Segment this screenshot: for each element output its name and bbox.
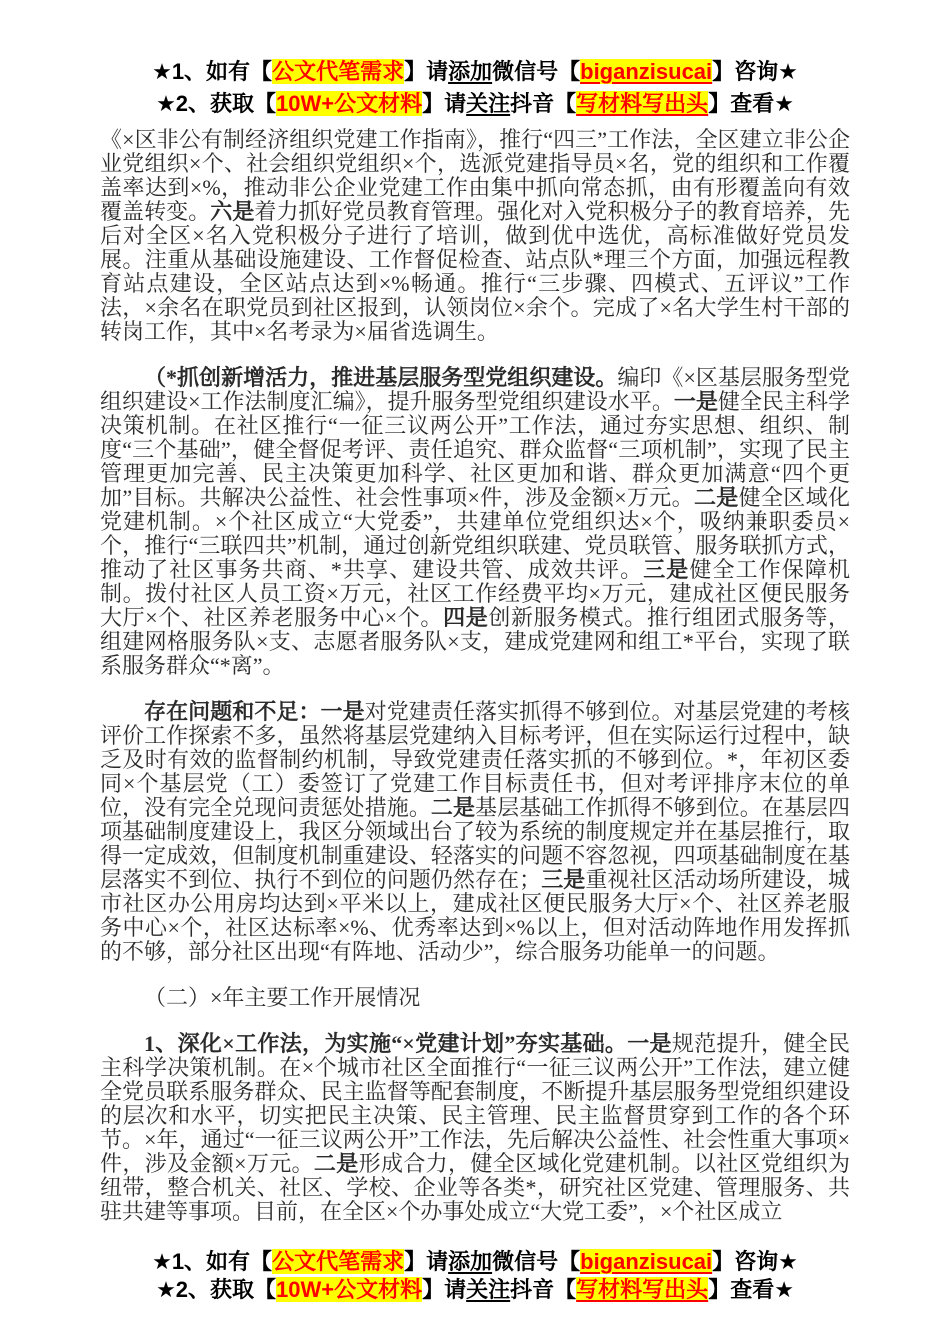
banner-line-2 <box>0 88 950 120</box>
text-run: 编印《×区基层服务型党组织建设×工作法制度汇编》，提升服务型党组织建设水平。 <box>100 365 850 414</box>
text-run: 对党建责任落实抓得不够到位。对基层党建的考核评价工作探索不多，虽然将基层党建纳入目标考评，但在实际运行过程中，缺乏及时有效的监督制约机制，导致党建责任落实抓的不够到位。*，年初区委同×个基层党（工）委签订了党建工作目标责任书，但对考评排序末位的单位，没有完全兑现问责惩处措施。 <box>100 699 850 820</box>
text-run: 重视社区活动场所建设，城市社区办公用房均达到×平米以上，建成社区便民服务大厅×个、社区养老服务中心×个，社区达标率×%、优秀率达到×%以上，但对活动阵地作用发挥抓的不够，部分社区出现“有阵地、活动少”，综合服务功能单一的问题。 <box>100 867 850 964</box>
banner-line-1 <box>0 56 950 88</box>
banner-text: ★1、如有【 <box>152 1249 273 1274</box>
text-run: 健全区域化党建机制。×个社区成立“大党委”，共建单位党组织达×个，吸纳兼职委员×个，推行“三联四共”机制，通过创新党组织联建、党员联管、服务联抓方式，推动了社区事务共商、*共享、建设共管、成效共评。 <box>100 485 850 582</box>
paragraph <box>100 1032 850 1224</box>
text-run: 形成合力，健全区域化党建机制。以社区党组织为纽带，整合机关、社区、学校、企业等各类*，研究社区党建、管理服务、共驻共建等事项。目前，在全区×个办事处成立“大党工委”，×个社区成立 <box>100 1151 850 1224</box>
banner-line-2 <box>0 1276 950 1304</box>
action-add-underline: 添加 <box>448 1249 493 1274</box>
paragraph <box>100 700 850 964</box>
text-run: 规范提升，健全民主科学决策机制。在×个城市社区全面推行“一征三议两公开”工作法，建立健全党员联系服务群众、民主监督等配套制度，不断提升基层服务型党组织建设的层次和水平，切实把民主决策、民主管理、民主监督贯穿到工作的各个环节。×年，通过“一征三议两公开”工作法，先后解决公益性、社会性重大事项×件，涉及金额×万元。 <box>100 1031 850 1176</box>
text-run: 基层基础工作抓得不够到位。在基层四项基础制度建设上，我区分领域出台了较为系统的制度规定并在基层推行，取得一定成效，但制度机制重建设、轻落实的问题不容忽视，四项基础制度在基层落实不到位、执行不到位的问题仍然存在； <box>100 795 850 892</box>
text-run: 《×区非公有制经济组织党建工作指南》，推行“四三”工作法，全区建立非公企业党组织×个、社会组织党组织×个，选派党建指导员×名，党的组织和工作覆盖率达到×%，推动非公企业党建工作由集中抓向常态抓，由有形覆盖向有效覆盖转变。 <box>100 127 850 224</box>
section-heading <box>100 986 850 1010</box>
emphasis-run: 存在问题和不足：一是 <box>144 699 365 724</box>
action-follow-underline: 关注 <box>466 1277 511 1302</box>
emphasis-run: 三是 <box>643 557 690 582</box>
banner-text: 】咨询★ <box>712 1249 798 1274</box>
emphasis-run: 二是 <box>430 795 476 820</box>
promo-banner-top <box>0 0 950 120</box>
action-follow-underline: 关注 <box>466 91 511 116</box>
action-add-underline: 添加 <box>448 59 493 84</box>
wechat-id: biganzisucai <box>580 1249 713 1274</box>
emphasis-run: 四是 <box>443 605 489 630</box>
douyin-account: 写材料写出头 <box>576 91 709 116</box>
banner-line-1 <box>0 1248 950 1276</box>
materials-term-highlight: 10W+公文材料 <box>276 1277 423 1302</box>
text-run: 着力抓好党员教育管理。强化对入党积极分子的教育培养，先后对全区×名入党积极分子进行了培训，做到优中选优，高标准做好党员发展。注重从基础设施建设、工作督促检查、站点队*理三个方面，加强远程教育站点建设，全区站点达到×%畅通。推行“三步骤、四模式、五评议”工作法，×余名在职党员到社区报到，认领岗位×余个。完成了×名大学生村干部的转岗工作，其中×名考录为×届省选调生。 <box>100 199 850 344</box>
emphasis-run: 1、深化×工作法，为实施“×党建计划”夯实基础。一是 <box>144 1031 672 1056</box>
banner-text: 微信号【 <box>492 1249 581 1274</box>
emphasis-run: （*抓创新增活力，推进基层服务型党组织建设。 <box>144 365 618 390</box>
banner-text: 抖音【 <box>510 1277 577 1302</box>
banner-text: 】请 <box>422 91 467 116</box>
wechat-id: biganzisucai <box>580 59 713 84</box>
banner-text: 】查看★ <box>708 91 794 116</box>
banner-text: ★1、如有【 <box>152 59 273 84</box>
douyin-account: 写材料写出头 <box>576 1277 709 1302</box>
materials-term-highlight: 10W+公文材料 <box>276 91 423 116</box>
banner-text: ★2、获取【 <box>156 91 277 116</box>
banner-text: 】咨询★ <box>712 59 798 84</box>
text-run: 创新服务模式。推行组团式服务等，组建网格服务队×支、志愿者服务队×支，建成党建网和组工*平台，实现了联系服务群众“*离”。 <box>100 605 850 678</box>
paragraph <box>100 128 850 344</box>
document-body <box>100 128 850 1224</box>
banner-text: 】请 <box>404 1249 449 1274</box>
text-run: 健全民主科学决策机制。在社区推行“一征三议两公开”工作法，通过夯实思想、组织、制度“三个基础”，健全督促考评、责任追究、群众监督“三项机制”，实现了民主管理更加完善、民主决策更加科学、社区更加和谐、群众更加满意“四个更加”目标。共解决公益性、社会性事项×件，涉及金额×万元。 <box>100 389 850 510</box>
text-run: （二）×年主要工作开展情况 <box>144 985 421 1010</box>
banner-text: 微信号【 <box>492 59 581 84</box>
emphasis-run: 一是 <box>673 389 718 414</box>
banner-text: 】请 <box>422 1277 467 1302</box>
emphasis-run: 二是 <box>693 485 739 510</box>
banner-text: ★2、获取【 <box>156 1277 277 1302</box>
banner-text: 抖音【 <box>510 91 577 116</box>
paragraph <box>100 366 850 678</box>
service-term-highlight: 公文代笔需求 <box>272 1249 405 1274</box>
banner-text: 】请 <box>404 59 449 84</box>
promo-banner-bottom <box>0 1246 950 1304</box>
service-term-highlight: 公文代笔需求 <box>272 59 405 84</box>
emphasis-run: 二是 <box>313 1151 359 1176</box>
text-run: 健全工作保障机制。拨付社区人员工资×万元，社区工作经费平均×万元，建成社区便民服务大厅×个、社区养老服务中心×个。 <box>100 557 850 630</box>
emphasis-run: 六是 <box>210 199 255 224</box>
emphasis-run: 三是 <box>541 867 586 892</box>
banner-text: 】查看★ <box>708 1277 794 1302</box>
